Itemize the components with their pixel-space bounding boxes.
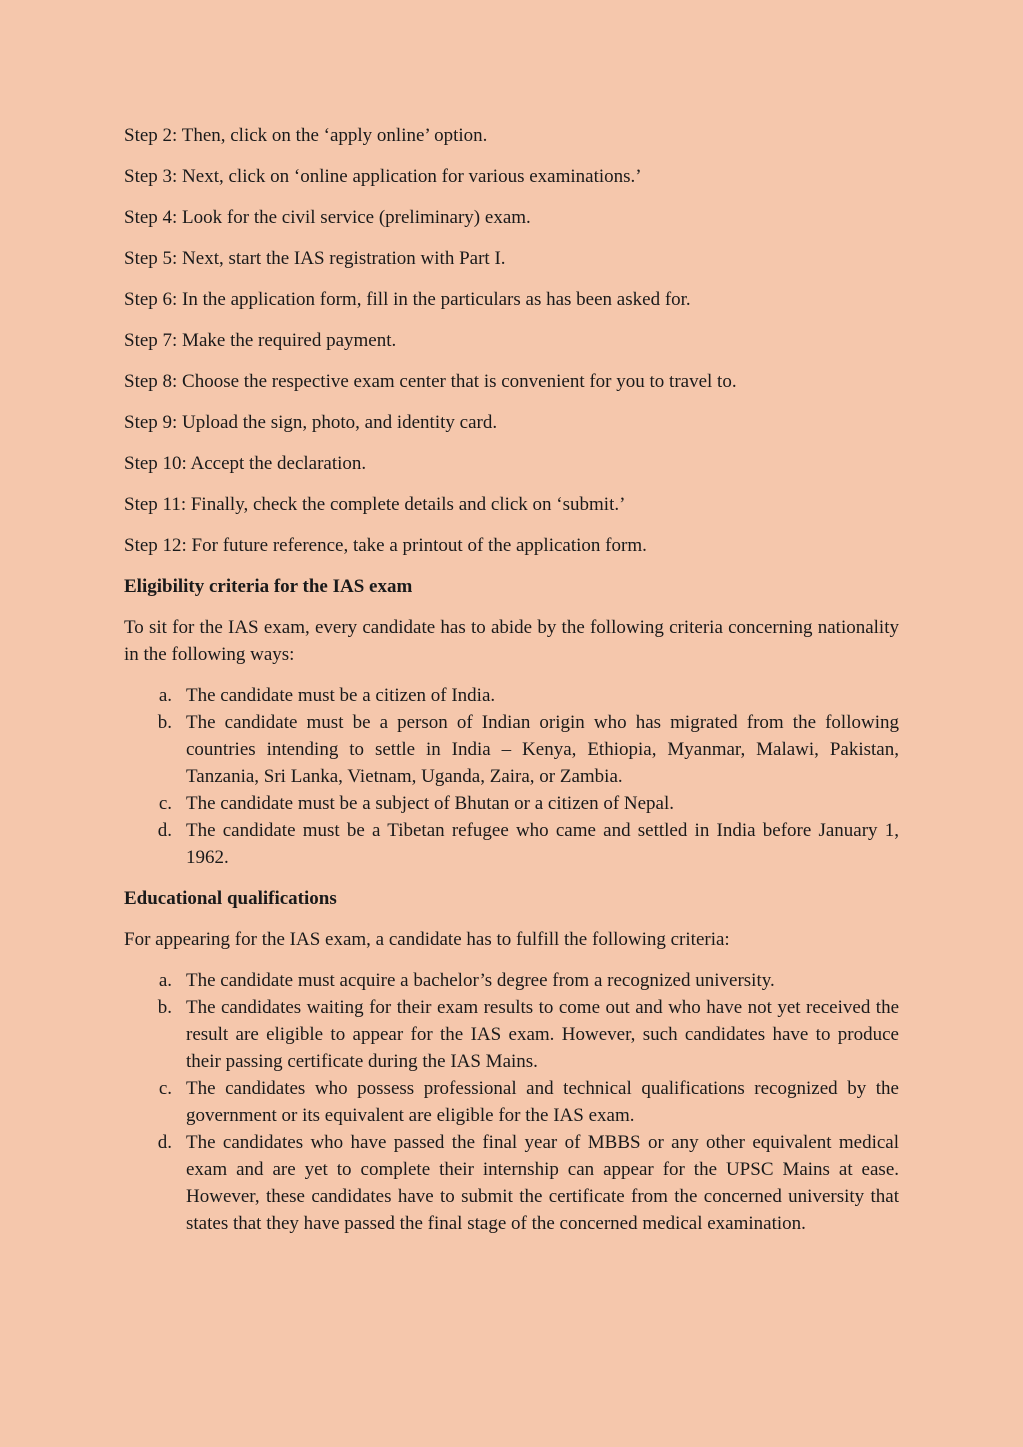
education-list	[124, 967, 899, 1237]
list-item	[124, 967, 899, 994]
list-marker: d.	[157, 820, 172, 841]
step-2: Step 2: Then, click on the ‘apply online’ option.	[124, 125, 488, 146]
list-item-text: The candidates who have passed the final year of MBBS or any other equivalent medical exam and are yet to complete their internship can appear for the UPSC Mains at ease. However, these candidates have to submit the certificate from the concerned university that states that they have passed the final stage of the concerned medical examination.	[186, 1132, 899, 1234]
list-item	[124, 790, 899, 817]
step-4: Step 4: Look for the civil service (preliminary) exam.	[124, 207, 531, 228]
list-item-text: The candidate must acquire a bachelor’s degree from a recognized university.	[186, 970, 775, 991]
list-marker: a.	[158, 970, 172, 991]
steps-section	[124, 122, 899, 559]
list-marker: b.	[157, 712, 172, 733]
list-marker: a.	[158, 685, 172, 706]
list-item-text: The candidate must be a citizen of India.	[186, 685, 496, 706]
step-3: Step 3: Next, click on ‘online application for various examinations.’	[124, 166, 642, 187]
education-section	[124, 885, 899, 1237]
step-9: Step 9: Upload the sign, photo, and identity card.	[124, 412, 498, 433]
list-item-text: The candidate must be a Tibetan refugee who came and settled in India before January 1, 1962.	[186, 820, 899, 868]
step-12: Step 12: For future reference, take a printout of the application form.	[124, 535, 647, 556]
eligibility-section	[124, 573, 899, 871]
step-8: Step 8: Choose the respective exam center that is convenient for you to travel to.	[124, 371, 737, 392]
step-5: Step 5: Next, start the IAS registration with Part I.	[124, 248, 506, 269]
list-item	[124, 709, 899, 790]
list-item	[124, 994, 899, 1075]
list-item-text: The candidate must be a person of Indian origin who has migrated from the following countries intending to settle in India – Kenya, Ethiopia, Myanmar, Malawi, Pakistan, Tanzania, Sri Lanka, Vietnam, Uganda, Zaira, or Zambia.	[186, 712, 899, 787]
list-item	[124, 1129, 899, 1237]
list-marker: b.	[157, 997, 172, 1018]
eligibility-heading: Eligibility criteria for the IAS exam	[124, 576, 413, 597]
step-10: Step 10: Accept the declaration.	[124, 453, 367, 474]
list-item	[124, 1075, 899, 1129]
education-heading: Educational qualifications	[124, 888, 337, 909]
list-item	[124, 682, 899, 709]
list-item	[124, 817, 899, 871]
list-marker: c.	[158, 793, 172, 814]
list-item-text: The candidate must be a subject of Bhutan or a citizen of Nepal.	[186, 793, 675, 814]
list-marker: c.	[158, 1078, 172, 1099]
step-6: Step 6: In the application form, fill in the particulars as has been asked for.	[124, 289, 691, 310]
list-marker: d.	[157, 1132, 172, 1153]
list-item-text: The candidates waiting for their exam results to come out and who have not yet received the result are eligible to appear for the IAS exam. However, such candidates have to produce their passing certificate during the IAS Mains.	[186, 997, 899, 1072]
step-11: Step 11: Finally, check the complete details and click on ‘submit.’	[124, 494, 626, 515]
eligibility-list	[124, 682, 899, 871]
education-intro: For appearing for the IAS exam, a candidate has to fulfill the following criteria:	[124, 929, 730, 950]
step-7: Step 7: Make the required payment.	[124, 330, 397, 351]
list-item-text: The candidates who possess professional and technical qualifications recognized by the government or its equivalent are eligible for the IAS exam.	[186, 1078, 899, 1126]
eligibility-intro: To sit for the IAS exam, every candidate has to abide by the following criteria concerning nationality in the following ways:	[124, 617, 899, 665]
